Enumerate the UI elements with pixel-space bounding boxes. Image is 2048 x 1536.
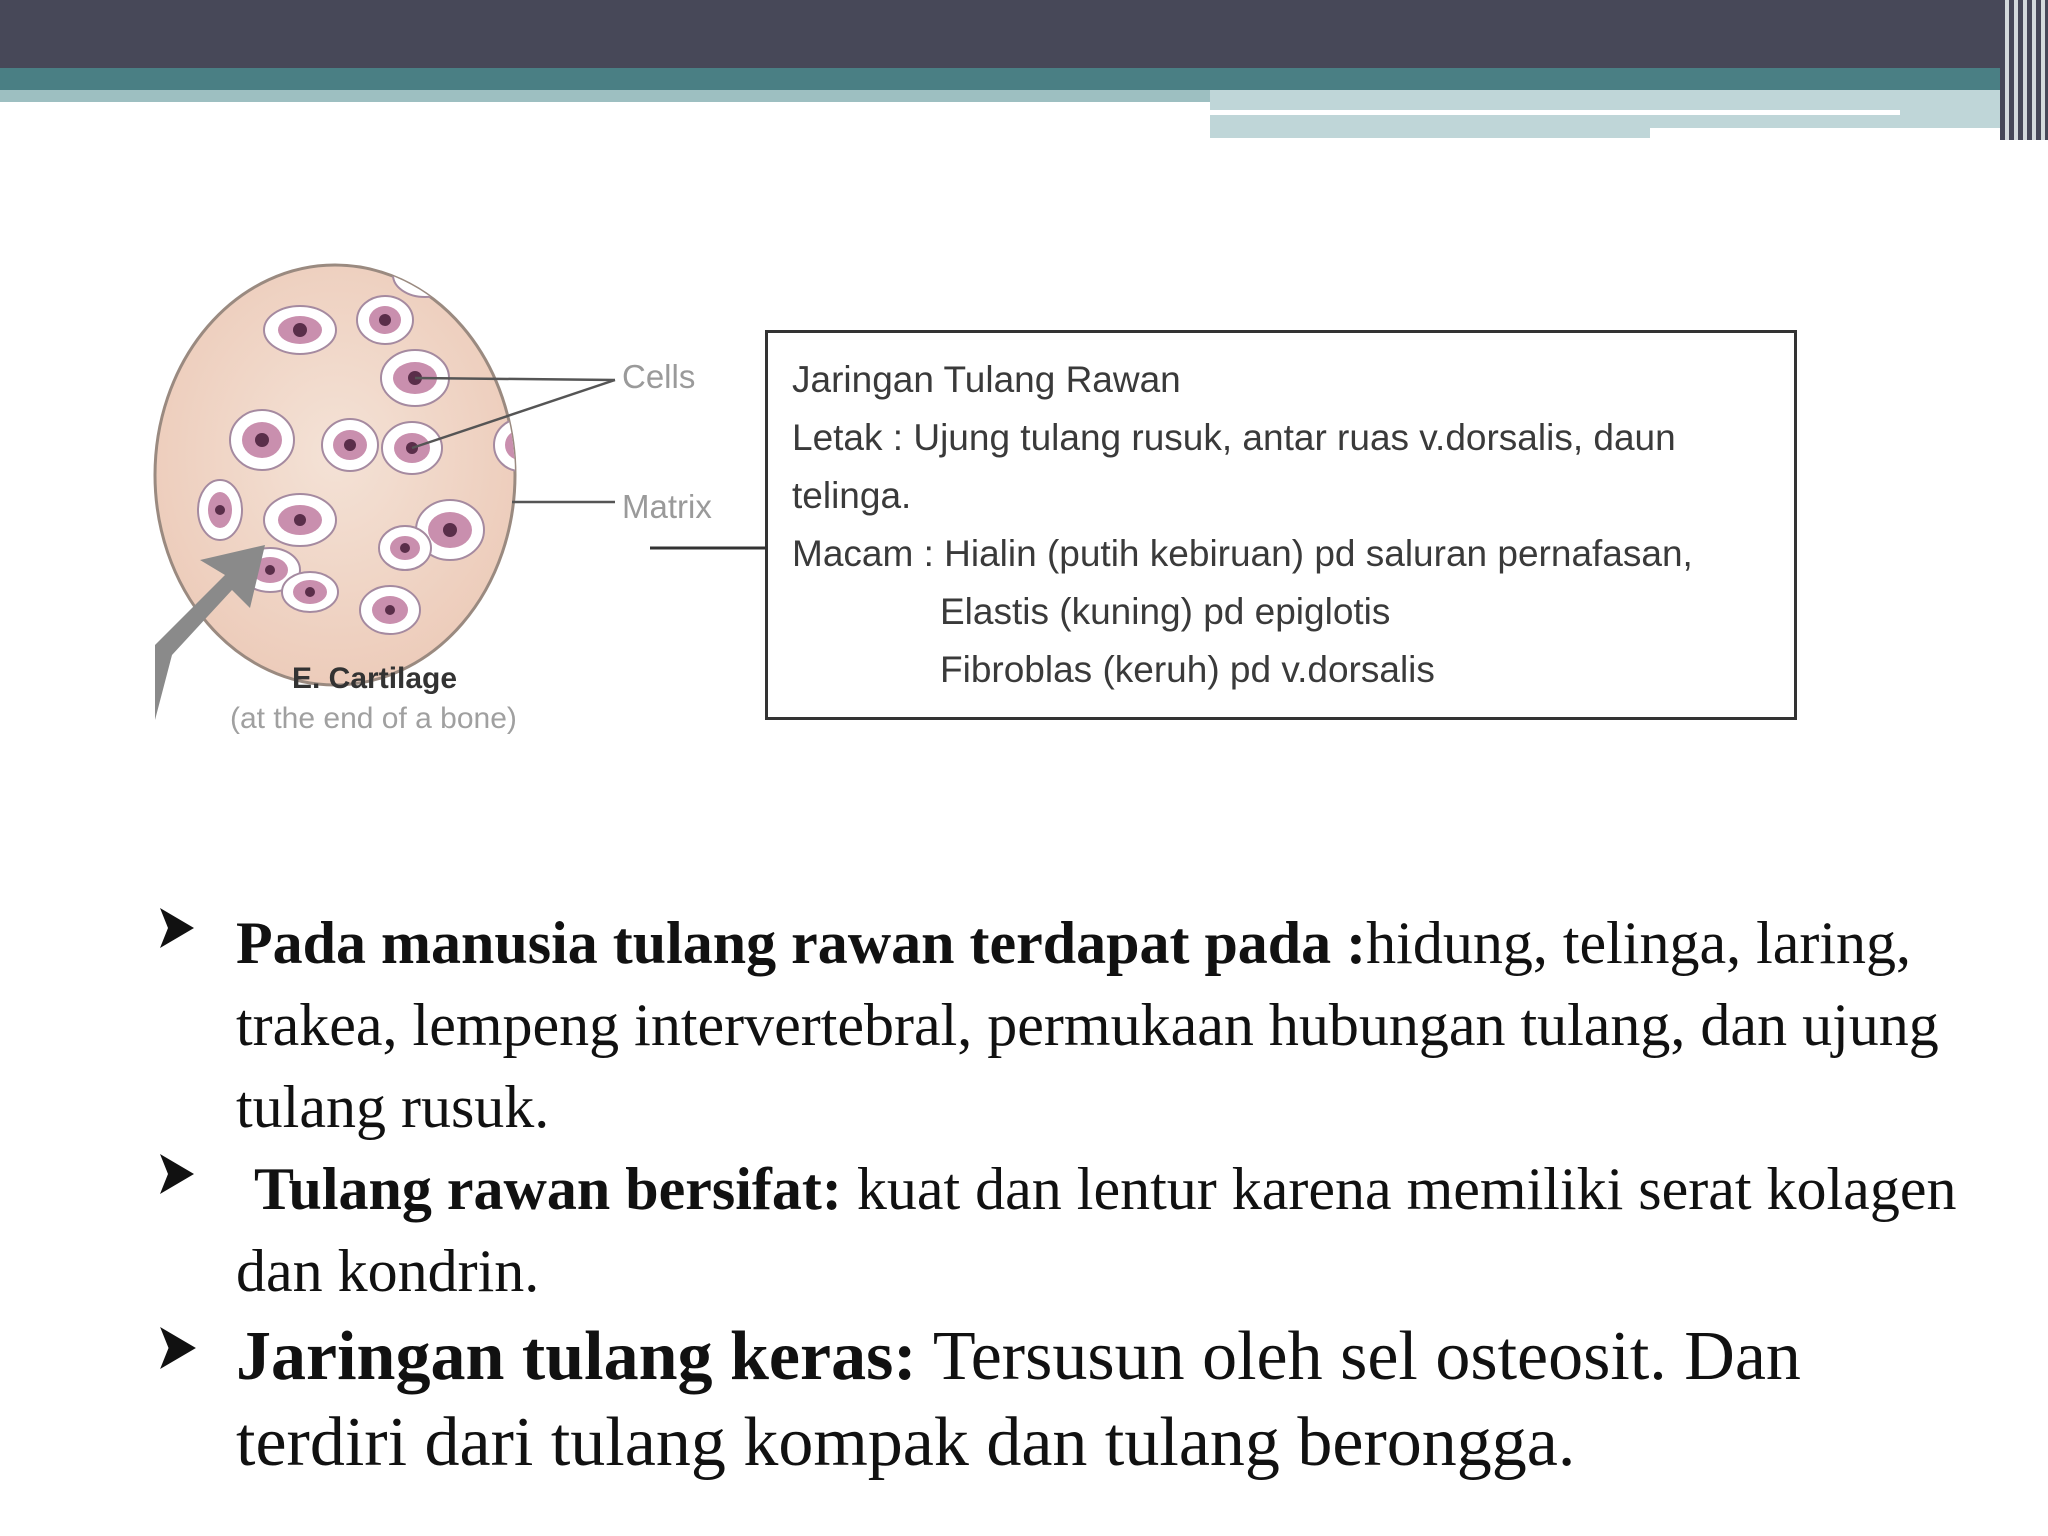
info-line: Jaringan Tulang Rawan <box>792 359 1181 400</box>
info-box <box>765 330 1797 720</box>
bullet-bold: Pada manusia tulang rawan terdapat pada : <box>236 910 1367 976</box>
label-matrix: Matrix <box>622 488 712 525</box>
header-teal-bar <box>0 68 2000 90</box>
info-line: Macam : Hialin (putih kebiruan) pd saluran pernafasan, <box>792 533 1693 574</box>
bullet-text: hidung, telinga, laring, trakea, lempeng intervertebral, permukaan hubungan tulang, dan ujung tulang rusuk. <box>236 910 1939 1140</box>
arrow-bullet-icon <box>158 1324 198 1372</box>
bullet-text: kuat dan lentur karena memiliki serat kolagen dan kondrin. <box>236 1156 1957 1304</box>
header-stripes <box>2000 0 2048 140</box>
header-light-bar <box>0 90 1210 102</box>
header-dark-bar <box>0 0 2048 68</box>
bullet-bold: Jaringan tulang keras: <box>236 1318 917 1395</box>
cartilage-figure <box>150 230 1850 770</box>
bullet-item <box>158 902 1958 1148</box>
arrow-bullet-icon <box>158 906 196 950</box>
bullet-bold: Tulang rawan bersifat: <box>254 1156 842 1222</box>
figure-caption-title: E. Cartilage <box>292 662 458 695</box>
label-cells: Cells <box>622 358 696 395</box>
info-line: Elastis (kuning) pd epiglotis <box>940 591 1391 632</box>
bullet-item <box>158 1314 1958 1486</box>
figure-caption-subtitle: (at the end of a bone) <box>230 702 517 735</box>
bullet-item <box>158 1148 1958 1312</box>
info-line: Fibroblas (keruh) pd v.dorsalis <box>940 649 1435 690</box>
header-step-line <box>1210 110 1900 115</box>
bullet-list <box>158 902 1958 1486</box>
info-line: Letak : Ujung tulang rusuk, antar ruas v.dorsalis, daun <box>792 417 1676 458</box>
header-step-line <box>1650 128 2000 138</box>
info-line: telinga. <box>792 475 912 516</box>
bullet-text: Tersusun oleh sel osteosit. Dan terdiri dari tulang kompak dan tulang berongga. <box>236 1318 1801 1481</box>
arrow-bullet-icon <box>158 1152 196 1196</box>
